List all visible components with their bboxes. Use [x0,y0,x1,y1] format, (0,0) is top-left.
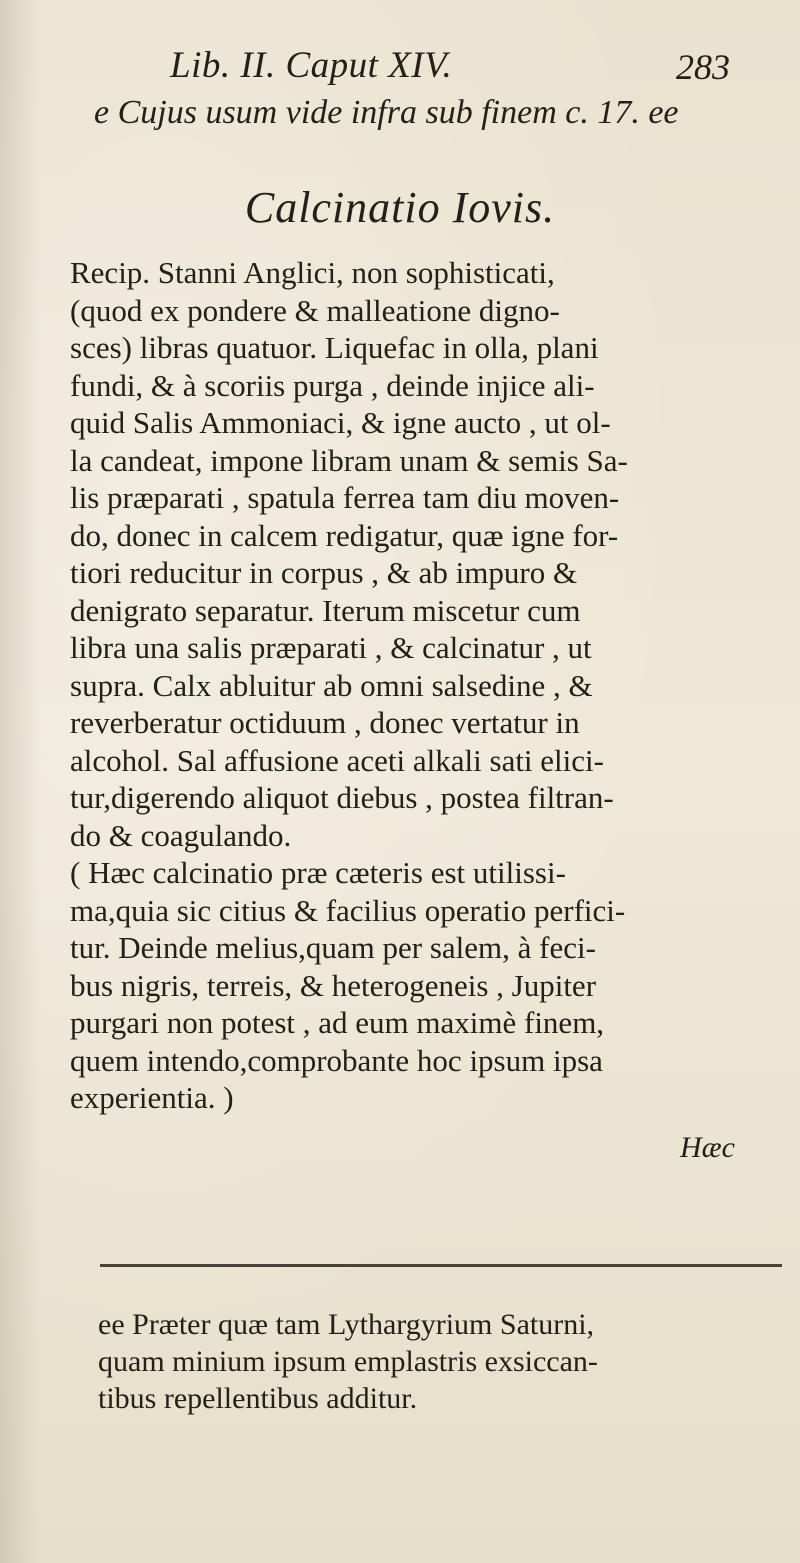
text-line: supra. Calx abluitur ab omni salsedine , & [70,667,593,703]
footnote-line: quam minium ipsum emplastris exsiccan- [98,1345,598,1378]
catchword: Hæc [680,1131,735,1164]
text-line: ( Hæc calcinatio præ cæteris est utilissi- [70,855,566,890]
text-line: sces) libras quatuor. Liquefac in olla, plani [70,330,599,365]
text-line: lis præparati , spatula ferrea tam diu moven- [70,480,620,515]
footnote-line: ee Præter quæ tam Lythargyrium Saturni, [98,1308,595,1341]
text-line: purgari non potest , ad eum maximè finem, [70,1005,605,1040]
footnote [98,1306,778,1417]
text-line: libra una salis præparati , & calcinatur , ut [70,630,592,665]
text-line: bus nigris, terreis, & heterogeneis , Jupiter [70,967,597,1003]
text-line: tiori reducitur in corpus , & ab impuro & [70,555,578,590]
text-line: reverberatur octiduum , donec vertatur in [70,705,580,740]
text-line: denigrato separatur. Iterum miscetur cum [70,592,581,628]
marginal-note-reference: e Cujus usum vide infra sub finem c. 17. ee [94,94,679,131]
text-line: do, donec in calcem redigatur, quæ igne for- [70,517,619,553]
text-line: quid Salis Ammoniaci, & igne aucto , ut ol- [70,405,611,440]
text-line: la candeat, impone libram unam & semis Sa- [70,442,628,478]
footnote-divider [100,1264,782,1267]
text-line: Recip. Stanni Anglici, non sophisticati, [70,255,555,290]
text-line: do & coagulando. [70,817,292,853]
text-line: (quod ex pondere & malleatione digno- [70,292,560,328]
text-line: tur,digerendo aliquot diebus , postea filtran- [70,780,614,815]
text-line: fundi, & à scoriis purga , deinde injice ali- [70,367,595,403]
page-number: 283 [676,47,730,87]
section-title: Calcinatio Iovis. [244,183,556,232]
footnote-line: tibus repellentibus additur. [98,1382,418,1415]
text-line: ma,quia sic citius & facilius operatio perfici- [70,892,626,928]
text-line: experientia. ) [70,1080,234,1115]
running-head: Lib. II. Caput XIV. [170,45,453,86]
text-line: tur. Deinde melius,quam per salem, à feci- [70,930,596,965]
text-line: alcohol. Sal affusione aceti alkali sati elici- [70,742,604,778]
body-text [70,254,770,1117]
gutter-shadow [0,0,40,1563]
text-line: quem intendo,comprobante hoc ipsum ipsa [70,1042,603,1078]
